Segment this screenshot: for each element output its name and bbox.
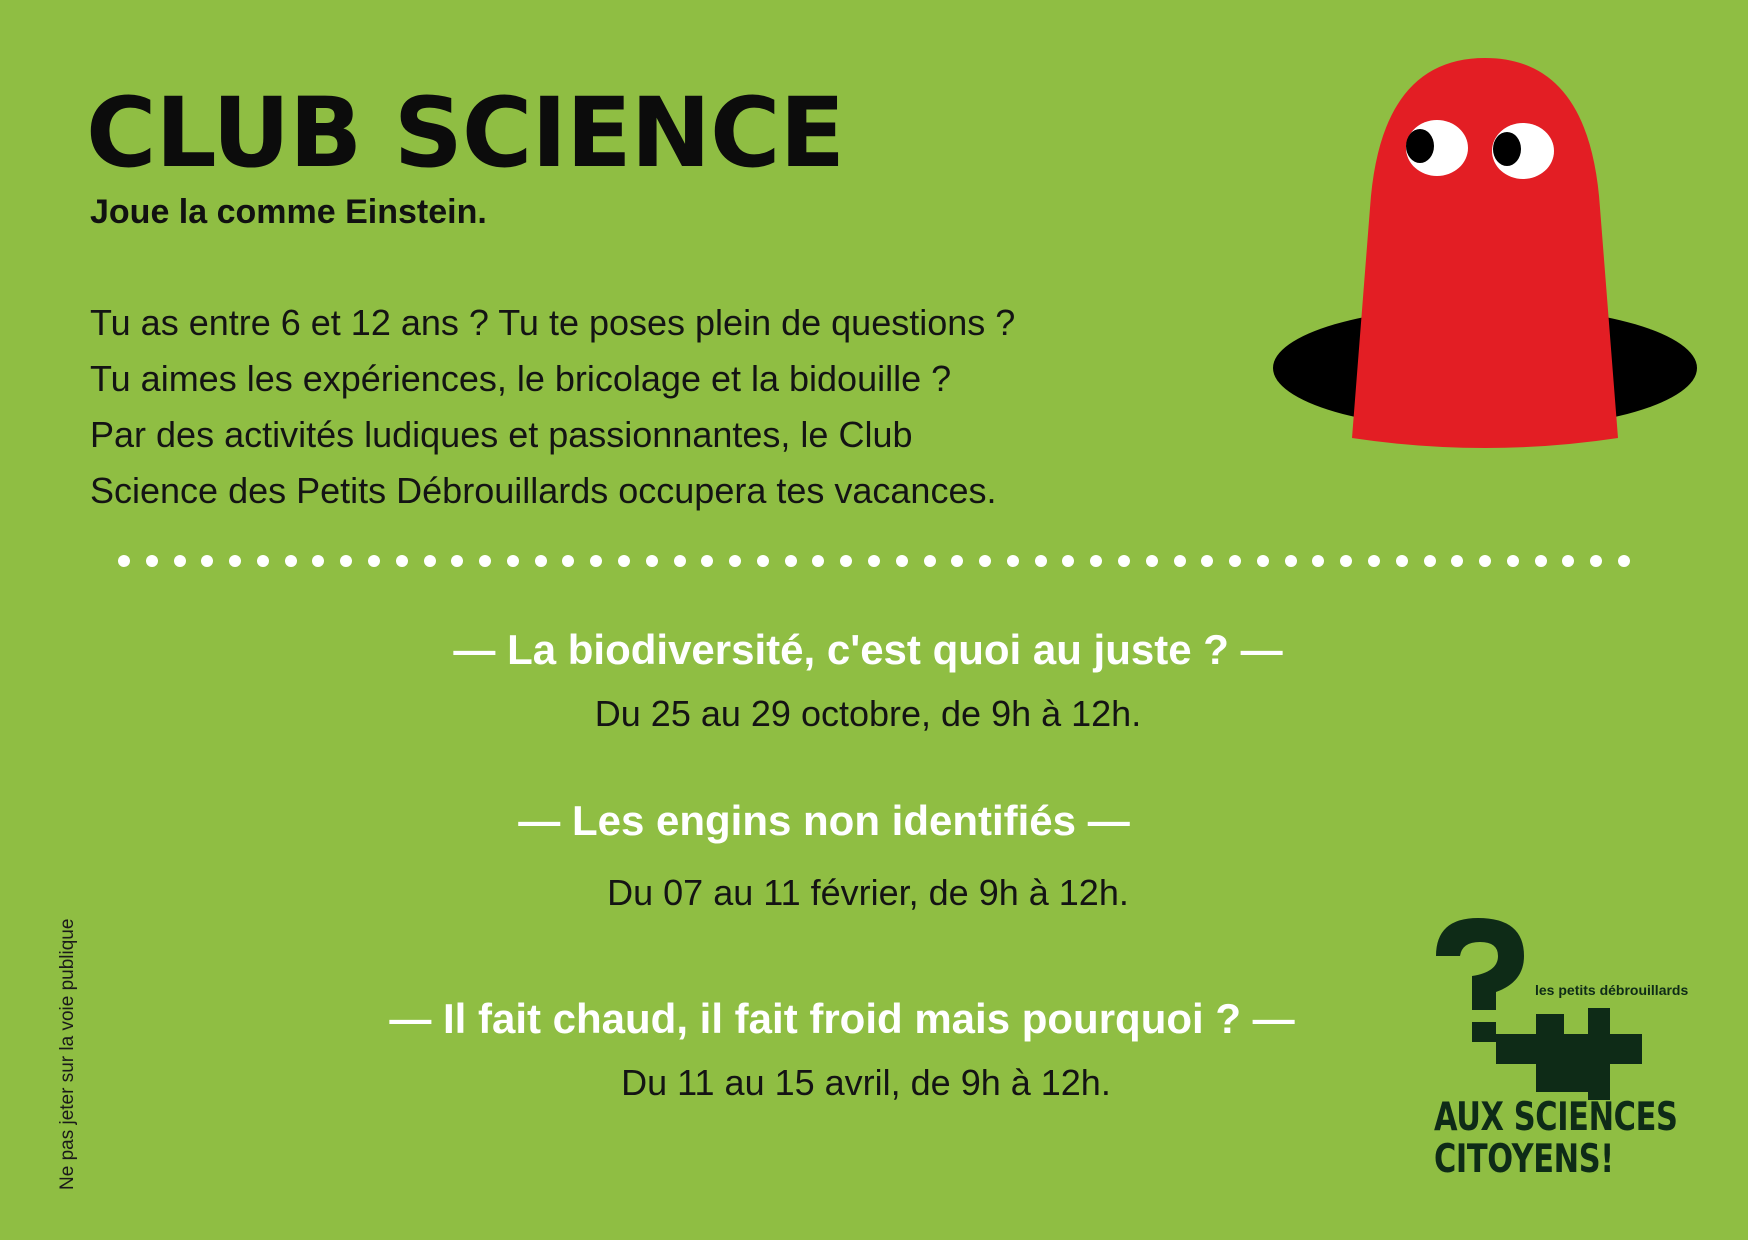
- page-title: CLUB SCIENCE: [86, 77, 845, 189]
- divider-dot: [1257, 555, 1269, 567]
- divider-dot: [924, 555, 936, 567]
- divider-dot: [1007, 555, 1019, 567]
- divider-dot: [618, 555, 630, 567]
- divider-dot: [1035, 555, 1047, 567]
- divider-dot: [479, 555, 491, 567]
- divider-dot: [1507, 555, 1519, 567]
- divider-dot: [562, 555, 574, 567]
- divider-dot: [1285, 555, 1297, 567]
- divider-dot: [868, 555, 880, 567]
- divider-dot: [312, 555, 324, 567]
- divider-dot: [1368, 555, 1380, 567]
- divider-dot: [424, 555, 436, 567]
- divider-dot: [1312, 555, 1324, 567]
- logo-brand-name: les petits débrouillards: [1535, 982, 1689, 998]
- divider-dot: [229, 555, 241, 567]
- divider-dot: [1451, 555, 1463, 567]
- page-subtitle: Joue la comme Einstein.: [90, 193, 487, 231]
- red-ghost-in-hole-icon: [1270, 48, 1700, 448]
- logo-slogan-line2: CITOYENS!: [1434, 1137, 1614, 1182]
- side-note: Ne pas jeter sur la voie publique: [57, 918, 78, 1190]
- divider-dot: [118, 555, 130, 567]
- divider-dot: [535, 555, 547, 567]
- divider-dot: [729, 555, 741, 567]
- divider-dot: [1590, 555, 1602, 567]
- divider-dot: [646, 555, 658, 567]
- divider-dot: [1201, 555, 1213, 567]
- event-title: — Il fait chaud, il fait froid mais pourquoi ? —: [389, 995, 1295, 1042]
- divider-dot: [812, 555, 824, 567]
- divider-dot: [1118, 555, 1130, 567]
- divider-dot: [146, 555, 158, 567]
- divider-dot: [396, 555, 408, 567]
- divider-dot: [1062, 555, 1074, 567]
- dotted-divider: [118, 555, 1630, 571]
- intro-line: Tu aimes les expériences, le bricolage et la bidouille ?: [90, 358, 952, 399]
- divider-dot: [1424, 555, 1436, 567]
- divider-dot: [896, 555, 908, 567]
- divider-dot: [785, 555, 797, 567]
- question-mark-plus-logo-icon: [1428, 912, 1698, 1102]
- event-item: [0, 795, 1698, 917]
- side-note-wrapper: [56, 845, 86, 1190]
- divider-dot: [590, 555, 602, 567]
- divider-dot: [174, 555, 186, 567]
- divider-dot: [1562, 555, 1574, 567]
- divider-dot: [840, 555, 852, 567]
- divider-dot: [1618, 555, 1630, 567]
- divider-dot: [1535, 555, 1547, 567]
- divider-dot: [701, 555, 713, 567]
- divider-dot: [1174, 555, 1186, 567]
- event-dates: Du 07 au 11 février, de 9h à 12h.: [607, 872, 1129, 913]
- divider-dot: [368, 555, 380, 567]
- divider-dot: [257, 555, 269, 567]
- divider-dot: [757, 555, 769, 567]
- divider-dot: [1229, 555, 1241, 567]
- event-dates: Du 11 au 15 avril, de 9h à 12h.: [621, 1062, 1111, 1103]
- event-title: — Les engins non identifiés —: [518, 797, 1130, 844]
- divider-dot: [451, 555, 463, 567]
- event-title: — La biodiversité, c'est quoi au juste ? —: [453, 626, 1283, 673]
- intro-paragraph: [90, 295, 1190, 519]
- divider-dot: [979, 555, 991, 567]
- divider-dot: [674, 555, 686, 567]
- divider-dot: [201, 555, 213, 567]
- divider-dot: [951, 555, 963, 567]
- intro-line: Par des activités ludiques et passionnantes, le Club: [90, 414, 913, 455]
- divider-dot: [1340, 555, 1352, 567]
- event-item: [0, 624, 1742, 738]
- divider-dot: [340, 555, 352, 567]
- event-dates: Du 25 au 29 octobre, de 9h à 12h.: [594, 693, 1142, 734]
- les-petits-debrouillards-logo: [1428, 912, 1698, 1182]
- divider-dot: [1146, 555, 1158, 567]
- divider-dot: [1090, 555, 1102, 567]
- intro-line: Science des Petits Débrouillards occupera tes vacances.: [90, 470, 997, 511]
- intro-line: Tu as entre 6 et 12 ans ? Tu te poses plein de questions ?: [90, 302, 1016, 343]
- divider-dot: [285, 555, 297, 567]
- divider-dot: [1479, 555, 1491, 567]
- divider-dot: [507, 555, 519, 567]
- divider-dot: [1396, 555, 1408, 567]
- logo-slogan-line1: AUX SCIENCES: [1434, 1095, 1678, 1140]
